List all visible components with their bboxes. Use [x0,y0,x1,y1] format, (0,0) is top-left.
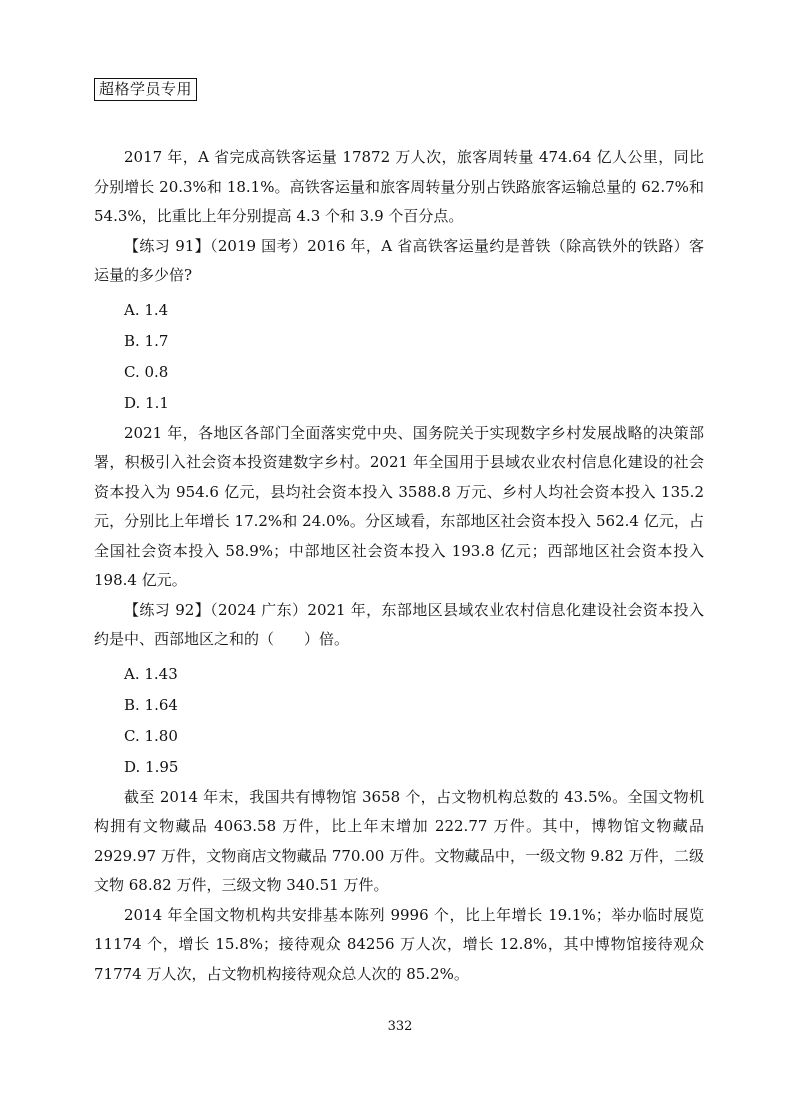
option-c: C. 0.8 [124,362,169,381]
option-a: A. 1.4 [124,300,169,319]
passage-exhibitions: 2014 年全国文物机构共安排基本陈列 9996 个，比上年增长 19.1%；举办临时展览 11174 个，增长 15.8%；接待观众 84256 万人次，增长 12.8%，其中博物馆接待观众 71774 万人次，占文物机构接待观众总人次的 85.2%。 [94,905,704,983]
option-c: C. 1.80 [124,726,178,745]
option-b: B. 1.64 [124,695,178,714]
question-91: 【练习 91】（2019 国考）2016 年，A 省高铁客运量约是普铁（除高铁外的铁路）客运量的多少倍? [94,236,704,284]
watermark-stamp: 超格学员专用 [94,78,197,101]
option-d: D. 1.95 [124,757,179,776]
question-92: 【练习 92】（2024 广东）2021 年，东部地区县域农业农村信息化建设社会资本投入约是中、西部地区之和的（ ）倍。 [94,600,704,648]
passage-high-speed-rail: 2017 年，A 省完成高铁客运量 17872 万人次，旅客周转量 474.64 亿人公里，同比分别增长 20.3%和 18.1%。高铁客运量和旅客周转量分别占铁路旅客运输总量的 62.7%和 54.3%，比重比上年分别提高 4.3 个和 3.9 个百分点。 [94,148,704,225]
option-a: A. 1.43 [124,664,178,683]
page-content [94,143,704,989]
option-d: D. 1.1 [124,393,169,412]
passage-digital-village: 2021 年，各地区各部门全面落实党中央、国务院关于实现数字乡村发展战略的决策部署，积极引入社会资本投资建数字乡村。2021 年全国用于县域农业农村信息化建设的社会资本投入为 954.6 亿元，县均社会资本投入 3588.8 万元、乡村人均社会资本投入 135.2 元，分别比上年增长 17.2%和 24.0%。分区域看，东部地区社会资本投入 562.4 亿元，占全国社会资本投入 58.9%；中部地区社会资本投入 193.8 亿元；西部地区社会资本投入 198.4 亿元。 [94,423,704,589]
passage-museum-collections: 截至 2014 年末，我国共有博物馆 3658 个，占文物机构总数的 43.5%。全国文物机构拥有文物藏品 4063.58 万件，比上年末增加 222.77 万件。其中，博物馆文物藏品 2929.97 万件，文物商店文物藏品 770.00 万件。文物藏品中，一级文物 9.82 万件，二级文物 68.82 万件，三级文物 340.51 万件。 [94,787,704,894]
option-b: B. 1.7 [124,331,169,350]
page-number: 332 [387,1019,413,1034]
